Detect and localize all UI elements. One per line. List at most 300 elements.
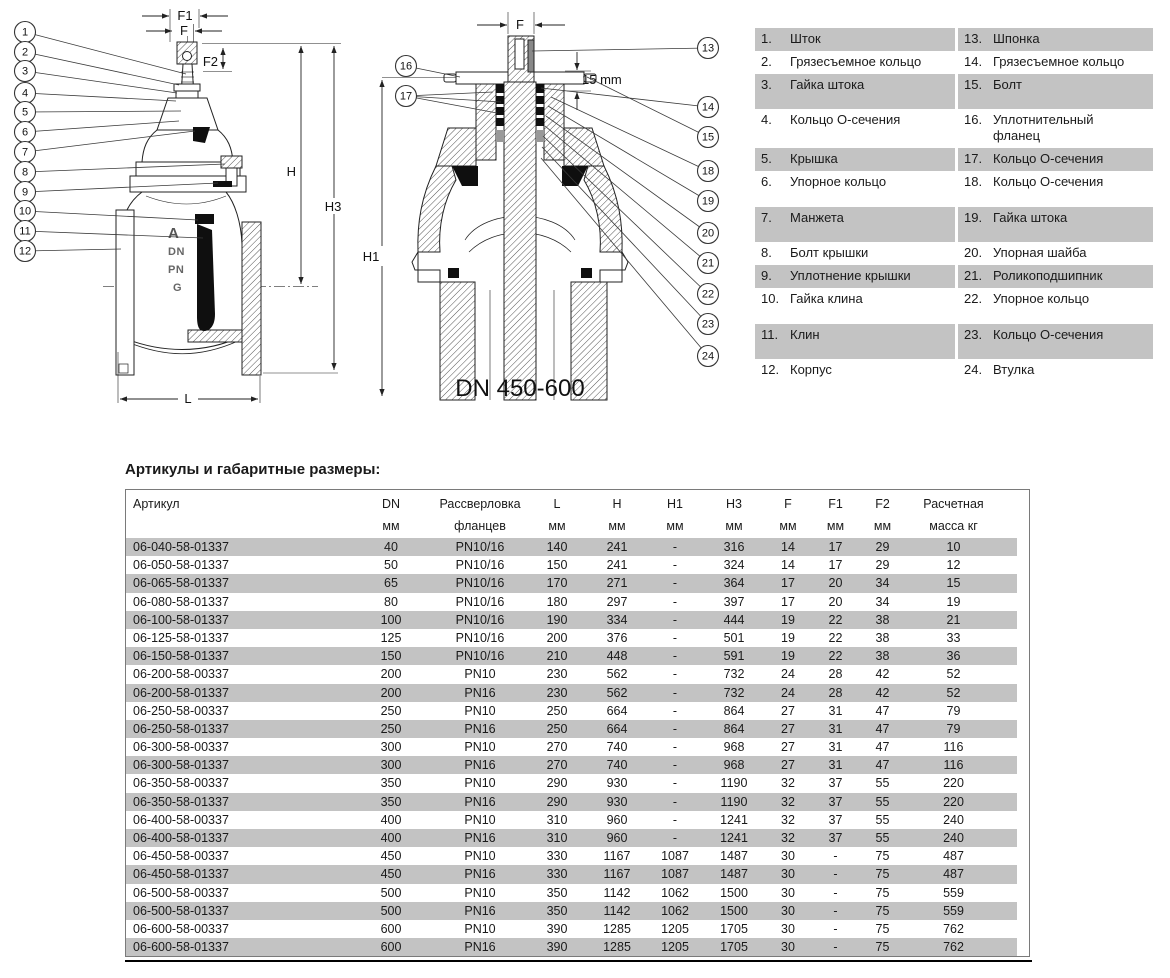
cell-drilling: PN16 — [464, 721, 496, 736]
cell-article: 06-400-58-00337 — [133, 812, 229, 827]
svg-text:13: 13 — [701, 42, 715, 55]
table-header-cell — [526, 497, 588, 533]
cell-f2: 55 — [875, 812, 890, 827]
cell-article: 06-100-58-01337 — [133, 612, 229, 627]
cell-l: 330 — [546, 867, 568, 882]
cell-f1: - — [833, 921, 838, 936]
cell-l: 200 — [546, 630, 568, 645]
cell-dn: 40 — [384, 540, 398, 554]
header-top-label: H3 — [726, 497, 742, 511]
cell-h3: 364 — [723, 576, 745, 591]
svg-text:14: 14 — [701, 101, 715, 114]
table-row — [126, 738, 1017, 756]
cell-drilling: PN10/16 — [455, 558, 505, 573]
cell-l: 230 — [546, 685, 568, 700]
parts-list-row — [755, 265, 1153, 288]
cell-h: 1142 — [603, 885, 631, 900]
cell-h1: - — [672, 630, 678, 645]
dim-f-label: F — [516, 17, 524, 32]
table-header-cell — [906, 497, 1001, 533]
cell-l: 350 — [546, 903, 568, 918]
cell-h: 1285 — [603, 921, 631, 936]
cell-f2: 47 — [875, 740, 890, 755]
cell-h1: 1205 — [661, 940, 689, 955]
cell-f: 32 — [781, 831, 795, 845]
cell-f: 24 — [781, 685, 795, 700]
part-label: Упорное кольцо — [790, 174, 887, 189]
svg-text:17: 17 — [399, 90, 413, 103]
bonnet-wall-left — [418, 166, 456, 252]
cell-f: 24 — [781, 667, 795, 682]
cell-f1: 20 — [828, 594, 843, 609]
cell-f2: 75 — [875, 903, 890, 918]
part-label: Шпонка — [993, 31, 1040, 46]
part-number: 17. — [964, 151, 983, 166]
cell-f1: 37 — [828, 831, 843, 845]
cell-h: 960 — [606, 831, 628, 845]
table-header-cell — [859, 497, 906, 533]
cell-h3: 1241 — [720, 831, 748, 845]
table-row — [126, 847, 1017, 865]
header-unit-label: фланцев — [454, 519, 506, 533]
cell-mass: 116 — [943, 758, 964, 773]
cell-dn: 200 — [380, 667, 402, 682]
cell-f1: 22 — [828, 649, 843, 664]
joint-flange-left — [412, 252, 440, 282]
svg-text:8: 8 — [21, 166, 29, 179]
cell-dn: 150 — [380, 649, 402, 664]
cell-f1: 28 — [828, 685, 843, 700]
table-row — [126, 684, 1017, 702]
cell-h3: 1190 — [720, 794, 748, 809]
cell-f1: 20 — [828, 576, 843, 591]
part-number: 20. — [964, 245, 983, 260]
part-number: 6. — [761, 174, 772, 189]
parts-list-row — [755, 28, 1153, 51]
part-label: Болт крышки — [790, 245, 869, 260]
cell-drilling: PN10 — [464, 667, 496, 682]
cell-mass: 15 — [946, 576, 961, 591]
svg-text:12: 12 — [18, 245, 32, 258]
cell-f1: 17 — [828, 540, 843, 554]
cell-dn: 65 — [384, 576, 398, 591]
cell-l: 250 — [546, 721, 568, 736]
cell-article: 06-450-58-01337 — [133, 867, 229, 882]
cell-h: 740 — [606, 740, 628, 755]
cell-h1: - — [672, 776, 678, 791]
callout-2 — [15, 42, 180, 86]
chevron-seal-right — [562, 166, 588, 186]
cell-f1: - — [833, 903, 838, 918]
cell-dn: 300 — [380, 758, 402, 773]
table-row — [126, 702, 1017, 720]
cell-l: 270 — [546, 740, 568, 755]
valve-drawing-left — [0, 0, 355, 415]
cell-h1: 1205 — [661, 921, 689, 936]
svg-text:11: 11 — [19, 225, 31, 238]
cell-h3: 864 — [723, 703, 745, 718]
cell-mass: 762 — [943, 940, 964, 955]
table-header-cell — [704, 497, 764, 533]
cell-drilling: PN10/16 — [455, 594, 505, 609]
callout-23 — [542, 147, 719, 335]
parts-list-row — [755, 51, 1153, 74]
cell-mass: 21 — [946, 612, 961, 627]
cell-h1: - — [672, 831, 678, 845]
valve-body — [116, 42, 261, 375]
cell-article: 06-125-58-01337 — [133, 630, 229, 645]
svg-text:24: 24 — [701, 350, 715, 363]
cell-h: 1167 — [603, 849, 631, 864]
table-row — [126, 793, 1017, 811]
part-number: 7. — [761, 210, 772, 225]
part-number: 12. — [761, 362, 780, 377]
part-label: Кольцо О-сечения — [790, 112, 901, 127]
cell-mass: 559 — [943, 885, 964, 900]
cell-mass: 487 — [943, 867, 964, 882]
cell-dn: 80 — [384, 594, 398, 609]
part-number: 1. — [761, 31, 772, 46]
cell-h1: - — [672, 721, 678, 736]
cell-h1: - — [672, 794, 678, 809]
cell-f: 30 — [781, 921, 795, 936]
table-row — [126, 938, 1017, 956]
cell-dn: 400 — [380, 812, 402, 827]
cell-f2: 75 — [875, 849, 890, 864]
cell-f2: 38 — [875, 612, 890, 627]
parts-list-row — [755, 288, 1153, 311]
cell-f: 27 — [781, 721, 795, 736]
cell-h: 664 — [606, 703, 628, 718]
cell-h3: 968 — [723, 758, 745, 773]
table-row — [126, 611, 1017, 629]
callout-13 — [532, 38, 719, 59]
cell-h3: 397 — [723, 594, 745, 609]
cell-l: 140 — [546, 540, 568, 554]
cell-drilling: PN16 — [464, 831, 496, 845]
cell-article: 06-400-58-01337 — [133, 831, 229, 845]
cell-dn: 500 — [380, 885, 402, 900]
cell-h3: 444 — [723, 612, 745, 627]
callout-22 — [543, 136, 719, 305]
table-row — [126, 629, 1017, 647]
cell-f1: 17 — [828, 558, 843, 573]
cell-f2: 47 — [875, 703, 890, 718]
part-number: 4. — [761, 112, 772, 127]
cell-f: 30 — [781, 849, 795, 864]
part-number: 5. — [761, 151, 772, 166]
cell-article: 06-050-58-01337 — [133, 558, 229, 573]
table-row — [126, 756, 1017, 774]
cell-h: 241 — [606, 540, 628, 554]
part-label: Втулка — [993, 362, 1035, 377]
cell-article: 06-450-58-00337 — [133, 849, 229, 864]
parts-list — [755, 28, 1153, 382]
cell-l: 150 — [546, 558, 568, 573]
cell-drilling: PN16 — [464, 794, 496, 809]
part-label: Гайка штока — [790, 77, 865, 92]
cell-dn: 600 — [380, 921, 402, 936]
part-number: 8. — [761, 245, 772, 260]
header-unit-label: мм — [548, 519, 566, 533]
part-number: 16. — [964, 112, 983, 127]
cell-h3: 1500 — [720, 903, 748, 918]
valve-drawing-right — [355, 0, 755, 410]
parts-list-row — [755, 171, 1153, 194]
cell-h3: 1705 — [720, 921, 748, 936]
header-top-label: H — [612, 497, 622, 511]
part-label: Грязесъемное кольцо — [790, 54, 922, 69]
cell-dn: 450 — [380, 867, 402, 882]
table-header-cell — [434, 497, 526, 533]
cell-mass: 52 — [946, 685, 961, 700]
cell-h: 562 — [606, 685, 628, 700]
svg-text:15: 15 — [701, 131, 715, 144]
cell-h3: 1190 — [720, 776, 748, 791]
table-row — [126, 538, 1017, 556]
dim-h3-label: H3 — [324, 199, 342, 214]
cell-h3: 324 — [723, 558, 745, 573]
cell-l: 290 — [546, 776, 568, 791]
housing-shoulder-left — [436, 128, 476, 166]
cell-h3: 732 — [723, 667, 745, 682]
clevis-hole — [183, 52, 192, 61]
cell-mass: 12 — [946, 558, 961, 573]
cell-h1: - — [672, 576, 678, 591]
parts-list-row — [755, 324, 1153, 359]
header-top-label: H1 — [667, 497, 683, 511]
cell-f2: 34 — [875, 594, 890, 609]
header-top-label: F — [784, 497, 792, 511]
callout-5 — [15, 102, 182, 123]
cell-mass: 33 — [946, 630, 961, 645]
cell-f2: 55 — [875, 776, 890, 791]
cell-h: 241 — [606, 558, 628, 573]
cell-f2: 75 — [875, 921, 890, 936]
svg-text:PN: PN — [168, 264, 185, 276]
cell-l: 330 — [546, 849, 568, 864]
cell-h3: 864 — [723, 721, 745, 736]
part-number: 3. — [761, 77, 772, 92]
cell-drilling: PN10/16 — [455, 576, 505, 591]
clevis-slot — [515, 39, 524, 69]
cell-dn: 350 — [380, 776, 402, 791]
table-row — [126, 774, 1017, 792]
cell-h3: 501 — [723, 630, 745, 645]
dim-h1-label: H1 — [362, 249, 380, 264]
svg-text:16: 16 — [399, 60, 413, 73]
part-label: Кольцо О-сечения — [993, 174, 1104, 189]
header-top-label: F1 — [828, 497, 843, 511]
part-label: Кольцо О-сечения — [993, 327, 1104, 342]
part-number: 18. — [964, 174, 983, 189]
cell-f: 27 — [781, 703, 795, 718]
table-header-cell — [812, 497, 859, 533]
cell-l: 210 — [546, 649, 568, 664]
svg-text:19: 19 — [701, 195, 715, 208]
part-label: Манжета — [790, 210, 844, 225]
part-number: 19. — [964, 210, 983, 225]
wedge-nut — [195, 214, 214, 224]
svg-text:21: 21 — [701, 257, 715, 270]
cell-drilling: PN16 — [464, 685, 496, 700]
gland-left — [476, 84, 496, 160]
part-number: 23. — [964, 327, 983, 342]
bonnet-wall-right — [584, 166, 622, 252]
cell-article: 06-300-58-00337 — [133, 740, 229, 755]
stem-shaft — [504, 82, 536, 400]
cell-f2: 55 — [875, 831, 890, 845]
cell-h1: 1087 — [661, 849, 689, 864]
svg-text:22: 22 — [701, 288, 715, 301]
cell-mass: 240 — [943, 831, 964, 845]
cell-dn: 400 — [380, 831, 402, 845]
cell-mass: 52 — [946, 667, 961, 682]
cell-article: 06-500-58-01337 — [133, 903, 229, 918]
cell-dn: 125 — [380, 630, 402, 645]
cell-drilling: PN10/16 — [455, 630, 505, 645]
cell-h1: 1062 — [661, 903, 689, 918]
header-unit-label: мм — [382, 519, 400, 533]
table-row — [126, 865, 1017, 883]
cell-h3: 1705 — [720, 940, 748, 955]
cell-f: 32 — [781, 794, 795, 809]
cell-f1: 31 — [828, 721, 843, 736]
cell-h: 297 — [606, 594, 628, 609]
gland-assembly — [412, 36, 628, 400]
part-number: 24. — [964, 362, 983, 377]
cell-h: 1167 — [603, 867, 631, 882]
svg-text:6: 6 — [21, 126, 29, 139]
cell-f: 32 — [781, 812, 795, 827]
header-unit-label: мм — [873, 519, 892, 533]
cell-f2: 29 — [875, 540, 890, 554]
cell-f1: 31 — [828, 758, 843, 773]
cell-mass: 10 — [946, 540, 961, 554]
cell-drilling: PN16 — [464, 867, 496, 882]
dim-h-label: H — [286, 164, 296, 179]
cell-article: 06-350-58-01337 — [133, 794, 229, 809]
parts-list-row — [755, 359, 1153, 382]
cell-article: 06-350-58-00337 — [133, 776, 229, 791]
cell-f2: 55 — [875, 794, 890, 809]
bottom-rule — [125, 960, 1032, 962]
cell-article: 06-300-58-01337 — [133, 758, 229, 773]
svg-text:4: 4 — [21, 87, 29, 100]
cell-f2: 75 — [875, 885, 890, 900]
cell-f: 14 — [781, 558, 795, 573]
bonnet-bolt-head — [221, 156, 242, 168]
cell-h: 1285 — [603, 940, 631, 955]
cell-article: 06-600-58-01337 — [133, 940, 229, 955]
cell-h1: - — [672, 703, 678, 718]
cell-h1: - — [672, 812, 678, 827]
cell-f1: 28 — [828, 667, 843, 682]
bonnet-neck — [157, 98, 218, 130]
cell-mass: 220 — [943, 776, 964, 791]
cell-dn: 300 — [380, 740, 402, 755]
cell-l: 230 — [546, 667, 568, 682]
cell-h3: 732 — [723, 685, 745, 700]
outlet-flange-section — [242, 222, 261, 375]
part-label: Упорная шайба — [993, 245, 1087, 260]
cell-h3: 1500 — [720, 885, 748, 900]
part-number: 11. — [761, 327, 779, 342]
cell-h: 376 — [606, 630, 628, 645]
table-header-cell — [588, 497, 646, 533]
cell-f1: 37 — [828, 794, 843, 809]
bonnet-dome — [142, 130, 233, 162]
cell-f2: 42 — [875, 685, 890, 700]
cell-f: 27 — [781, 758, 795, 773]
cell-dn: 350 — [380, 794, 402, 809]
cell-l: 390 — [546, 940, 568, 955]
cell-dn: 250 — [380, 703, 402, 718]
cell-drilling: PN10 — [464, 849, 496, 864]
cell-f: 30 — [781, 903, 795, 918]
table-row — [126, 665, 1017, 683]
cell-f: 17 — [781, 576, 795, 591]
svg-text:DN: DN — [168, 246, 185, 258]
cell-h1: - — [672, 612, 678, 627]
cell-article: 06-065-58-01337 — [133, 576, 229, 591]
callout-12 — [15, 241, 122, 262]
callout-21 — [545, 126, 719, 274]
cell-drilling: PN10 — [464, 740, 496, 755]
cell-f: 30 — [781, 885, 795, 900]
callout-24 — [541, 158, 719, 367]
cell-h: 664 — [606, 721, 628, 736]
cell-h: 271 — [606, 576, 628, 591]
cell-drilling: PN16 — [464, 903, 496, 918]
svg-text:G: G — [173, 282, 183, 294]
header-top-label: Расчетная — [923, 497, 984, 511]
cell-l: 270 — [546, 758, 568, 773]
cell-f: 17 — [781, 594, 795, 609]
part-label: Шток — [790, 31, 821, 46]
table-row — [126, 556, 1017, 574]
header-unit-label: мм — [666, 519, 684, 533]
header-top-label: F2 — [875, 497, 890, 511]
part-label: Гайка клина — [790, 291, 863, 306]
drawing-caption: DN 450-600 — [455, 375, 585, 402]
cell-h3: 968 — [723, 740, 745, 755]
cell-drilling: PN10/16 — [455, 540, 505, 554]
table-header-cell — [126, 497, 348, 533]
cell-drilling: PN10 — [464, 776, 496, 791]
cell-l: 310 — [546, 831, 568, 845]
cell-h1: 1062 — [661, 885, 689, 900]
cell-l: 190 — [546, 612, 568, 627]
cell-mass: 559 — [943, 903, 964, 918]
o-ring-left — [448, 268, 459, 278]
part-label: Крышка — [790, 151, 838, 166]
stem-nut — [176, 91, 198, 98]
cell-drilling: PN10/16 — [455, 649, 505, 664]
cell-h3: 1487 — [720, 849, 748, 864]
svg-text:3: 3 — [21, 65, 29, 78]
header-top-label: DN — [381, 497, 401, 511]
header-unit-label: мм — [826, 519, 845, 533]
cell-f: 19 — [781, 630, 795, 645]
cell-mass: 220 — [943, 794, 964, 809]
cell-f: 19 — [781, 649, 795, 664]
header-unit-label: масса кг — [929, 519, 978, 533]
cell-f1: 31 — [828, 703, 843, 718]
cell-f2: 38 — [875, 649, 890, 664]
table-header-cell — [764, 497, 812, 533]
cell-h: 448 — [606, 649, 628, 664]
